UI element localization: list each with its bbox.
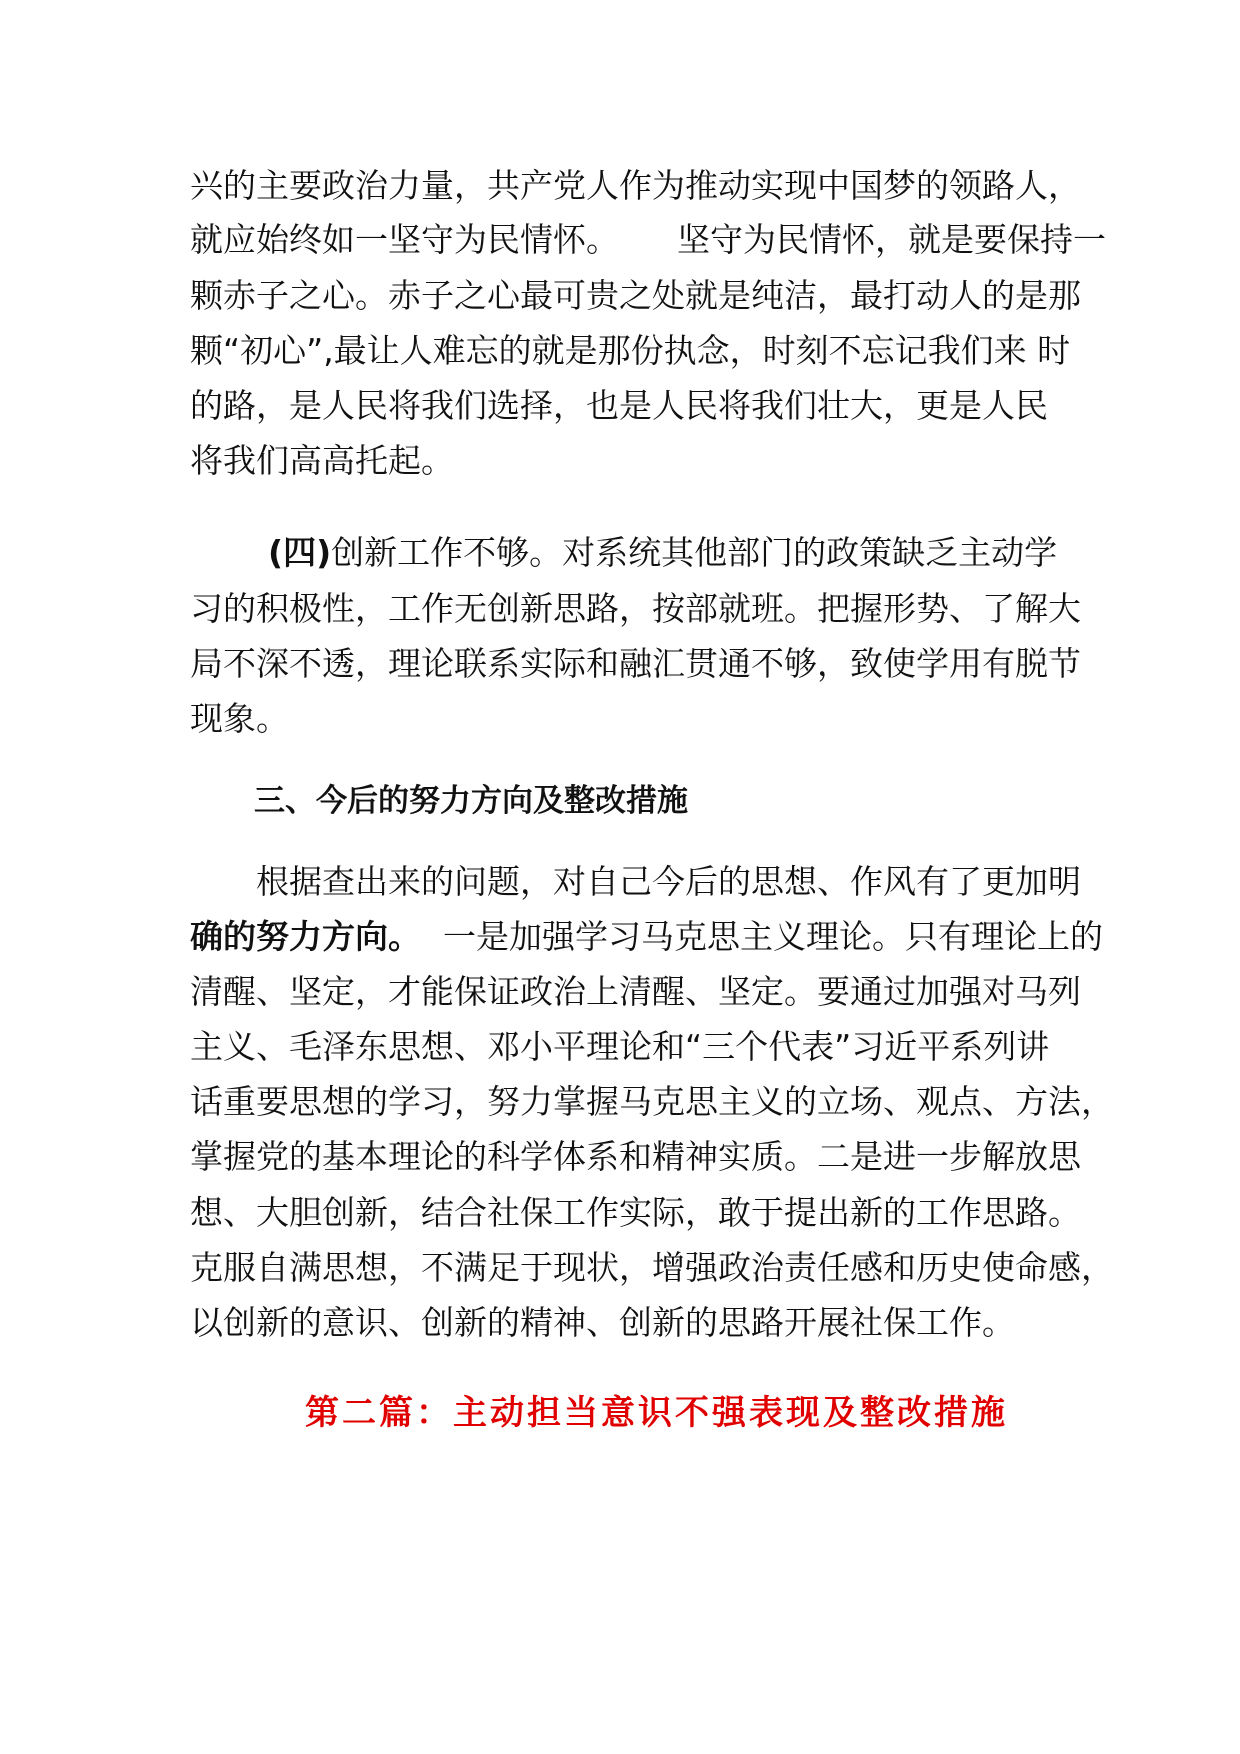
paragraph-3-line-7: 想、大胆创新，结合社保工作实际，敢于提出新的工作思路。 (190, 1193, 1081, 1232)
paragraph-2-line-1 (268, 533, 1057, 573)
paragraph-3-line-9: 以创新的意识、创新的精神、创新的思路开展社保工作。 (190, 1303, 1015, 1342)
paragraph-3-line-2-text: 一是加强学习马克思主义理论。只有理论上的 (443, 917, 1103, 956)
paragraph-1-line-2 (190, 220, 1106, 260)
paragraph-3-line-2-bold: 确的努力方向。 (190, 917, 421, 956)
paragraph-3-line-6: 掌握党的基本理论的科学体系和精神实质。二是进一步解放思 (190, 1137, 1081, 1176)
paragraph-1-line-4: 颗“初心”,最让人难忘的就是那份执念，时刻不忘记我们来 时 (190, 331, 1071, 370)
paragraph-1-line-5: 的路，是人民将我们选择，也是人民将我们壮大，更是人民 (190, 386, 1048, 425)
section-number-four: (四) (268, 533, 332, 572)
paragraph-1-line-2-part-b: 坚守为民情怀，就是要保持一 (677, 220, 1106, 259)
paragraph-1-line-6: 将我们高高托起。 (190, 441, 454, 480)
paragraph-3-line-8: 克服自满思想，不满足于现状，增强政治责任感和历史使命感， (190, 1248, 1114, 1287)
paragraph-2-line-4: 现象。 (190, 699, 289, 738)
paragraph-1-line-1: 兴的主要政治力量，共产党人作为推动实现中国梦的领路人， (190, 166, 1081, 205)
paragraph-2-line-3: 局不深不透，理论联系实际和融汇贯通不够，致使学用有脱节 (190, 644, 1081, 683)
next-section-title: 第二篇：主动担当意识不强表现及整改措施 (305, 1393, 1008, 1433)
paragraph-3-line-4: 主义、毛泽东思想、邓小平理论和“三个代表”习近平系列讲 (190, 1027, 1050, 1066)
paragraph-3-line-2 (190, 917, 1103, 957)
paragraph-2-line-2: 习的积极性，工作无创新思路，按部就班。把握形势、了解大 (190, 589, 1081, 628)
paragraph-1-line-3: 颗赤子之心。赤子之心最可贵之处就是纯洁，最打动人的是那 (190, 276, 1081, 315)
paragraph-2-line-1-text: 创新工作不够。对系统其他部门的政策缺乏主动学 (331, 533, 1058, 572)
paragraph-3-line-3: 清醒、坚定，才能保证政治上清醒、坚定。要通过加强对马列 (190, 972, 1081, 1011)
paragraph-1-line-2-part-a: 就应始终如一坚守为民情怀。 (190, 220, 619, 259)
paragraph-3-line-5: 话重要思想的学习，努力掌握马克思主义的立场、观点、方法， (190, 1082, 1114, 1121)
paragraph-3-line-1: 根据查出来的问题，对自己今后的思想、作风有了更加明 (256, 862, 1081, 901)
section-heading: 三、今后的努力方向及整改措施 (254, 783, 688, 819)
